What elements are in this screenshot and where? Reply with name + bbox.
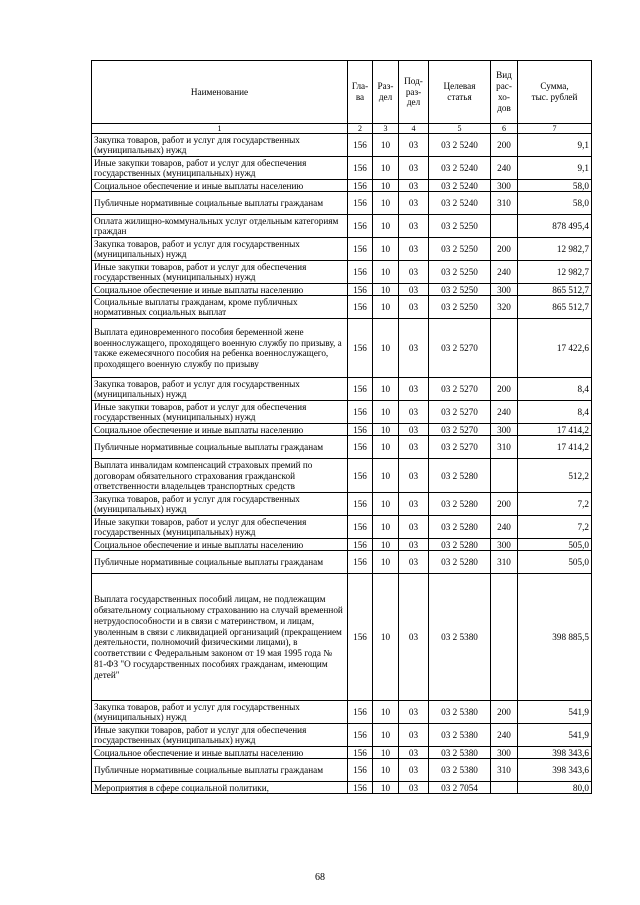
row-subsection: 03 [399, 724, 429, 747]
row-name: Мероприятия в сфере социальной политики, [92, 782, 348, 794]
row-target: 03 2 5270 [429, 436, 491, 459]
row-subsection: 03 [399, 701, 429, 724]
row-chapter: 156 [348, 261, 373, 284]
row-chapter: 156 [348, 319, 373, 378]
row-chapter: 156 [348, 782, 373, 794]
row-chapter: 156 [348, 701, 373, 724]
row-sum: 17 414,2 [518, 424, 592, 436]
row-expense: 310 [491, 192, 518, 215]
row-name: Социальное обеспечение и иные выплаты населению [92, 424, 348, 436]
row-target: 03 2 5250 [429, 261, 491, 284]
row-target: 03 2 5270 [429, 401, 491, 424]
row-sum: 7,2 [518, 516, 592, 539]
table-row [92, 180, 592, 192]
row-sum: 8,4 [518, 378, 592, 401]
row-name: Закупка товаров, работ и услуг для государственных (муниципальных) нужд [92, 238, 348, 261]
row-name: Закупка товаров, работ и услуг для государственных (муниципальных) нужд [92, 378, 348, 401]
row-sum: 541,9 [518, 724, 592, 747]
row-sum: 80,0 [518, 782, 592, 794]
page-number: 68 [315, 872, 325, 883]
budget-table [91, 60, 592, 794]
row-chapter: 156 [348, 215, 373, 238]
row-name: Выплата инвалидам компенсаций страховых премий по договорам обязательного страхования гражданской ответственности владельцев транспортных средств [92, 459, 348, 493]
table-row [92, 378, 592, 401]
row-section: 10 [373, 319, 399, 378]
row-name: Социальные выплаты гражданам, кроме публичных нормативных социальных выплат [92, 296, 348, 319]
row-section: 10 [373, 436, 399, 459]
row-chapter: 156 [348, 296, 373, 319]
row-sum: 505,0 [518, 539, 592, 551]
row-target: 03 2 5240 [429, 157, 491, 180]
row-subsection: 03 [399, 215, 429, 238]
row-expense [491, 319, 518, 378]
row-name: Закупка товаров, работ и услуг для государственных (муниципальных) нужд [92, 134, 348, 157]
row-expense: 310 [491, 436, 518, 459]
row-expense: 300 [491, 284, 518, 296]
row-expense: 310 [491, 759, 518, 782]
row-section: 10 [373, 574, 399, 701]
row-sum: 12 982,7 [518, 238, 592, 261]
row-target: 03 2 7054 [429, 782, 491, 794]
table-row [92, 157, 592, 180]
row-chapter: 156 [348, 436, 373, 459]
row-section: 10 [373, 261, 399, 284]
row-expense: 240 [491, 516, 518, 539]
header-sum: Сумма, тыс. рублей [518, 61, 592, 124]
table-row [92, 747, 592, 759]
table-row [92, 401, 592, 424]
row-expense: 300 [491, 180, 518, 192]
row-target: 03 2 5280 [429, 539, 491, 551]
row-target: 03 2 5380 [429, 747, 491, 759]
row-subsection: 03 [399, 493, 429, 516]
row-section: 10 [373, 180, 399, 192]
row-subsection: 03 [399, 401, 429, 424]
row-subsection: 03 [399, 134, 429, 157]
row-expense: 300 [491, 747, 518, 759]
table-row [92, 539, 592, 551]
row-sum: 17 422,6 [518, 319, 592, 378]
row-sum: 7,2 [518, 493, 592, 516]
row-chapter: 156 [348, 284, 373, 296]
row-sum: 398 343,6 [518, 759, 592, 782]
row-target: 03 2 5250 [429, 238, 491, 261]
row-name: Иные закупки товаров, работ и услуг для обеспечения государственных (муниципальных) нужд [92, 261, 348, 284]
row-sum: 58,0 [518, 180, 592, 192]
header-expense: Вид рас- хо- дов [491, 61, 518, 124]
header-target: Целевая статья [429, 61, 491, 124]
header-subsection: Под- раз- дел [399, 61, 429, 124]
row-name: Выплата государственных пособий лицам, не подлежащим обязательному социальному страхованию на случай временной нетрудоспособности и в связи с материнством, и лицам, уволенным в связи с ликвидацией организаций (прекращением деятельности, полномочий физическими лицами), в соответствии с Федеральным законом от 19 мая 1995 года № 81-ФЗ "О государственных пособиях гражданам, имеющим детей" [92, 574, 348, 701]
row-expense [491, 574, 518, 701]
row-sum: 865 512,7 [518, 284, 592, 296]
row-subsection: 03 [399, 319, 429, 378]
row-subsection: 03 [399, 296, 429, 319]
header-row [92, 61, 592, 124]
row-subsection: 03 [399, 574, 429, 701]
row-expense: 200 [491, 134, 518, 157]
row-target: 03 2 5240 [429, 180, 491, 192]
table-row [92, 551, 592, 574]
row-name: Публичные нормативные социальные выплаты гражданам [92, 192, 348, 215]
row-target: 03 2 5250 [429, 284, 491, 296]
row-target: 03 2 5380 [429, 759, 491, 782]
row-sum: 541,9 [518, 701, 592, 724]
row-section: 10 [373, 539, 399, 551]
table-row [92, 319, 592, 378]
column-number-row [92, 124, 592, 134]
column-number: 1 [92, 124, 348, 134]
row-target: 03 2 5380 [429, 724, 491, 747]
table-row [92, 724, 592, 747]
row-section: 10 [373, 701, 399, 724]
row-name: Социальное обеспечение и иные выплаты населению [92, 539, 348, 551]
column-number: 7 [518, 124, 592, 134]
row-expense [491, 459, 518, 493]
row-subsection: 03 [399, 261, 429, 284]
row-name: Иные закупки товаров, работ и услуг для обеспечения государственных (муниципальных) нужд [92, 516, 348, 539]
table-body [92, 134, 592, 794]
row-sum: 865 512,7 [518, 296, 592, 319]
row-expense: 240 [491, 401, 518, 424]
row-target: 03 2 5240 [429, 192, 491, 215]
row-chapter: 156 [348, 192, 373, 215]
row-section: 10 [373, 284, 399, 296]
row-name: Закупка товаров, работ и услуг для государственных (муниципальных) нужд [92, 701, 348, 724]
column-number: 3 [373, 124, 399, 134]
row-section: 10 [373, 378, 399, 401]
row-section: 10 [373, 424, 399, 436]
row-target: 03 2 5270 [429, 378, 491, 401]
row-section: 10 [373, 747, 399, 759]
table-row [92, 238, 592, 261]
row-chapter: 156 [348, 574, 373, 701]
row-sum: 9,1 [518, 157, 592, 180]
row-name: Иные закупки товаров, работ и услуг для обеспечения государственных (муниципальных) нужд [92, 401, 348, 424]
row-expense [491, 782, 518, 794]
row-section: 10 [373, 296, 399, 319]
row-expense: 200 [491, 378, 518, 401]
row-subsection: 03 [399, 157, 429, 180]
row-section: 10 [373, 516, 399, 539]
row-section: 10 [373, 157, 399, 180]
row-name: Закупка товаров, работ и услуг для государственных (муниципальных) нужд [92, 493, 348, 516]
row-chapter: 156 [348, 724, 373, 747]
row-target: 03 2 5280 [429, 493, 491, 516]
row-section: 10 [373, 782, 399, 794]
row-chapter: 156 [348, 759, 373, 782]
table-row [92, 284, 592, 296]
row-chapter: 156 [348, 551, 373, 574]
table-row [92, 701, 592, 724]
header-chapter: Гла- ва [348, 61, 373, 124]
row-target: 03 2 5250 [429, 296, 491, 319]
table-row [92, 296, 592, 319]
table-row [92, 782, 592, 794]
table-row [92, 459, 592, 493]
row-chapter: 156 [348, 459, 373, 493]
table-row [92, 261, 592, 284]
table-row [92, 516, 592, 539]
table-row [92, 424, 592, 436]
row-expense: 240 [491, 261, 518, 284]
row-chapter: 156 [348, 378, 373, 401]
row-chapter: 156 [348, 493, 373, 516]
row-subsection: 03 [399, 539, 429, 551]
row-subsection: 03 [399, 192, 429, 215]
row-subsection: 03 [399, 424, 429, 436]
row-sum: 58,0 [518, 192, 592, 215]
row-expense: 200 [491, 238, 518, 261]
row-subsection: 03 [399, 459, 429, 493]
row-subsection: 03 [399, 759, 429, 782]
column-number: 4 [399, 124, 429, 134]
row-name: Выплата единовременного пособия беременной жене военнослужащего, проходящего военную службу по призыву, а также ежемесячного пособия на ребенка военнослужащего, проходящего военную службу по призыву [92, 319, 348, 378]
header-section: Раз- дел [373, 61, 399, 124]
row-name: Социальное обеспечение и иные выплаты населению [92, 180, 348, 192]
row-subsection: 03 [399, 516, 429, 539]
row-chapter: 156 [348, 157, 373, 180]
row-subsection: 03 [399, 180, 429, 192]
row-section: 10 [373, 134, 399, 157]
row-section: 10 [373, 215, 399, 238]
row-name: Оплата жилищно-коммунальных услуг отдельным категориям граждан [92, 215, 348, 238]
row-target: 03 2 5250 [429, 215, 491, 238]
row-subsection: 03 [399, 238, 429, 261]
row-chapter: 156 [348, 747, 373, 759]
row-section: 10 [373, 401, 399, 424]
row-target: 03 2 5240 [429, 134, 491, 157]
row-expense: 300 [491, 539, 518, 551]
row-sum: 17 414,2 [518, 436, 592, 459]
row-target: 03 2 5280 [429, 459, 491, 493]
row-section: 10 [373, 551, 399, 574]
row-sum: 9,1 [518, 134, 592, 157]
row-target: 03 2 5380 [429, 574, 491, 701]
row-name: Иные закупки товаров, работ и услуг для обеспечения государственных (муниципальных) нужд [92, 157, 348, 180]
column-number: 6 [491, 124, 518, 134]
row-subsection: 03 [399, 782, 429, 794]
row-name: Иные закупки товаров, работ и услуг для обеспечения государственных (муниципальных) нужд [92, 724, 348, 747]
row-expense: 320 [491, 296, 518, 319]
row-sum: 505,0 [518, 551, 592, 574]
header-name: Наименование [92, 61, 348, 124]
row-name: Публичные нормативные социальные выплаты гражданам [92, 436, 348, 459]
row-section: 10 [373, 459, 399, 493]
row-subsection: 03 [399, 747, 429, 759]
row-chapter: 156 [348, 516, 373, 539]
row-chapter: 156 [348, 238, 373, 261]
row-expense: 300 [491, 424, 518, 436]
table-row [92, 192, 592, 215]
table-row [92, 574, 592, 701]
row-chapter: 156 [348, 180, 373, 192]
row-sum: 398 885,5 [518, 574, 592, 701]
row-sum: 8,4 [518, 401, 592, 424]
row-section: 10 [373, 238, 399, 261]
table-row [92, 134, 592, 157]
row-section: 10 [373, 724, 399, 747]
row-section: 10 [373, 192, 399, 215]
row-expense [491, 215, 518, 238]
row-name: Публичные нормативные социальные выплаты гражданам [92, 551, 348, 574]
row-sum: 12 982,7 [518, 261, 592, 284]
row-target: 03 2 5270 [429, 319, 491, 378]
row-target: 03 2 5280 [429, 516, 491, 539]
row-sum: 878 495,4 [518, 215, 592, 238]
table-row [92, 215, 592, 238]
row-chapter: 156 [348, 424, 373, 436]
row-sum: 512,2 [518, 459, 592, 493]
table-row [92, 436, 592, 459]
row-target: 03 2 5270 [429, 424, 491, 436]
row-expense: 310 [491, 551, 518, 574]
row-target: 03 2 5380 [429, 701, 491, 724]
row-expense: 200 [491, 701, 518, 724]
row-subsection: 03 [399, 436, 429, 459]
row-expense: 200 [491, 493, 518, 516]
column-number: 2 [348, 124, 373, 134]
row-subsection: 03 [399, 551, 429, 574]
row-subsection: 03 [399, 284, 429, 296]
row-name: Социальное обеспечение и иные выплаты населению [92, 747, 348, 759]
column-number: 5 [429, 124, 491, 134]
row-name: Социальное обеспечение и иные выплаты населению [92, 284, 348, 296]
row-section: 10 [373, 759, 399, 782]
table-row [92, 493, 592, 516]
row-name: Публичные нормативные социальные выплаты гражданам [92, 759, 348, 782]
row-chapter: 156 [348, 134, 373, 157]
row-section: 10 [373, 493, 399, 516]
row-expense: 240 [491, 724, 518, 747]
row-subsection: 03 [399, 378, 429, 401]
row-expense: 240 [491, 157, 518, 180]
row-sum: 398 343,6 [518, 747, 592, 759]
row-chapter: 156 [348, 401, 373, 424]
row-chapter: 156 [348, 539, 373, 551]
table-row [92, 759, 592, 782]
row-target: 03 2 5280 [429, 551, 491, 574]
